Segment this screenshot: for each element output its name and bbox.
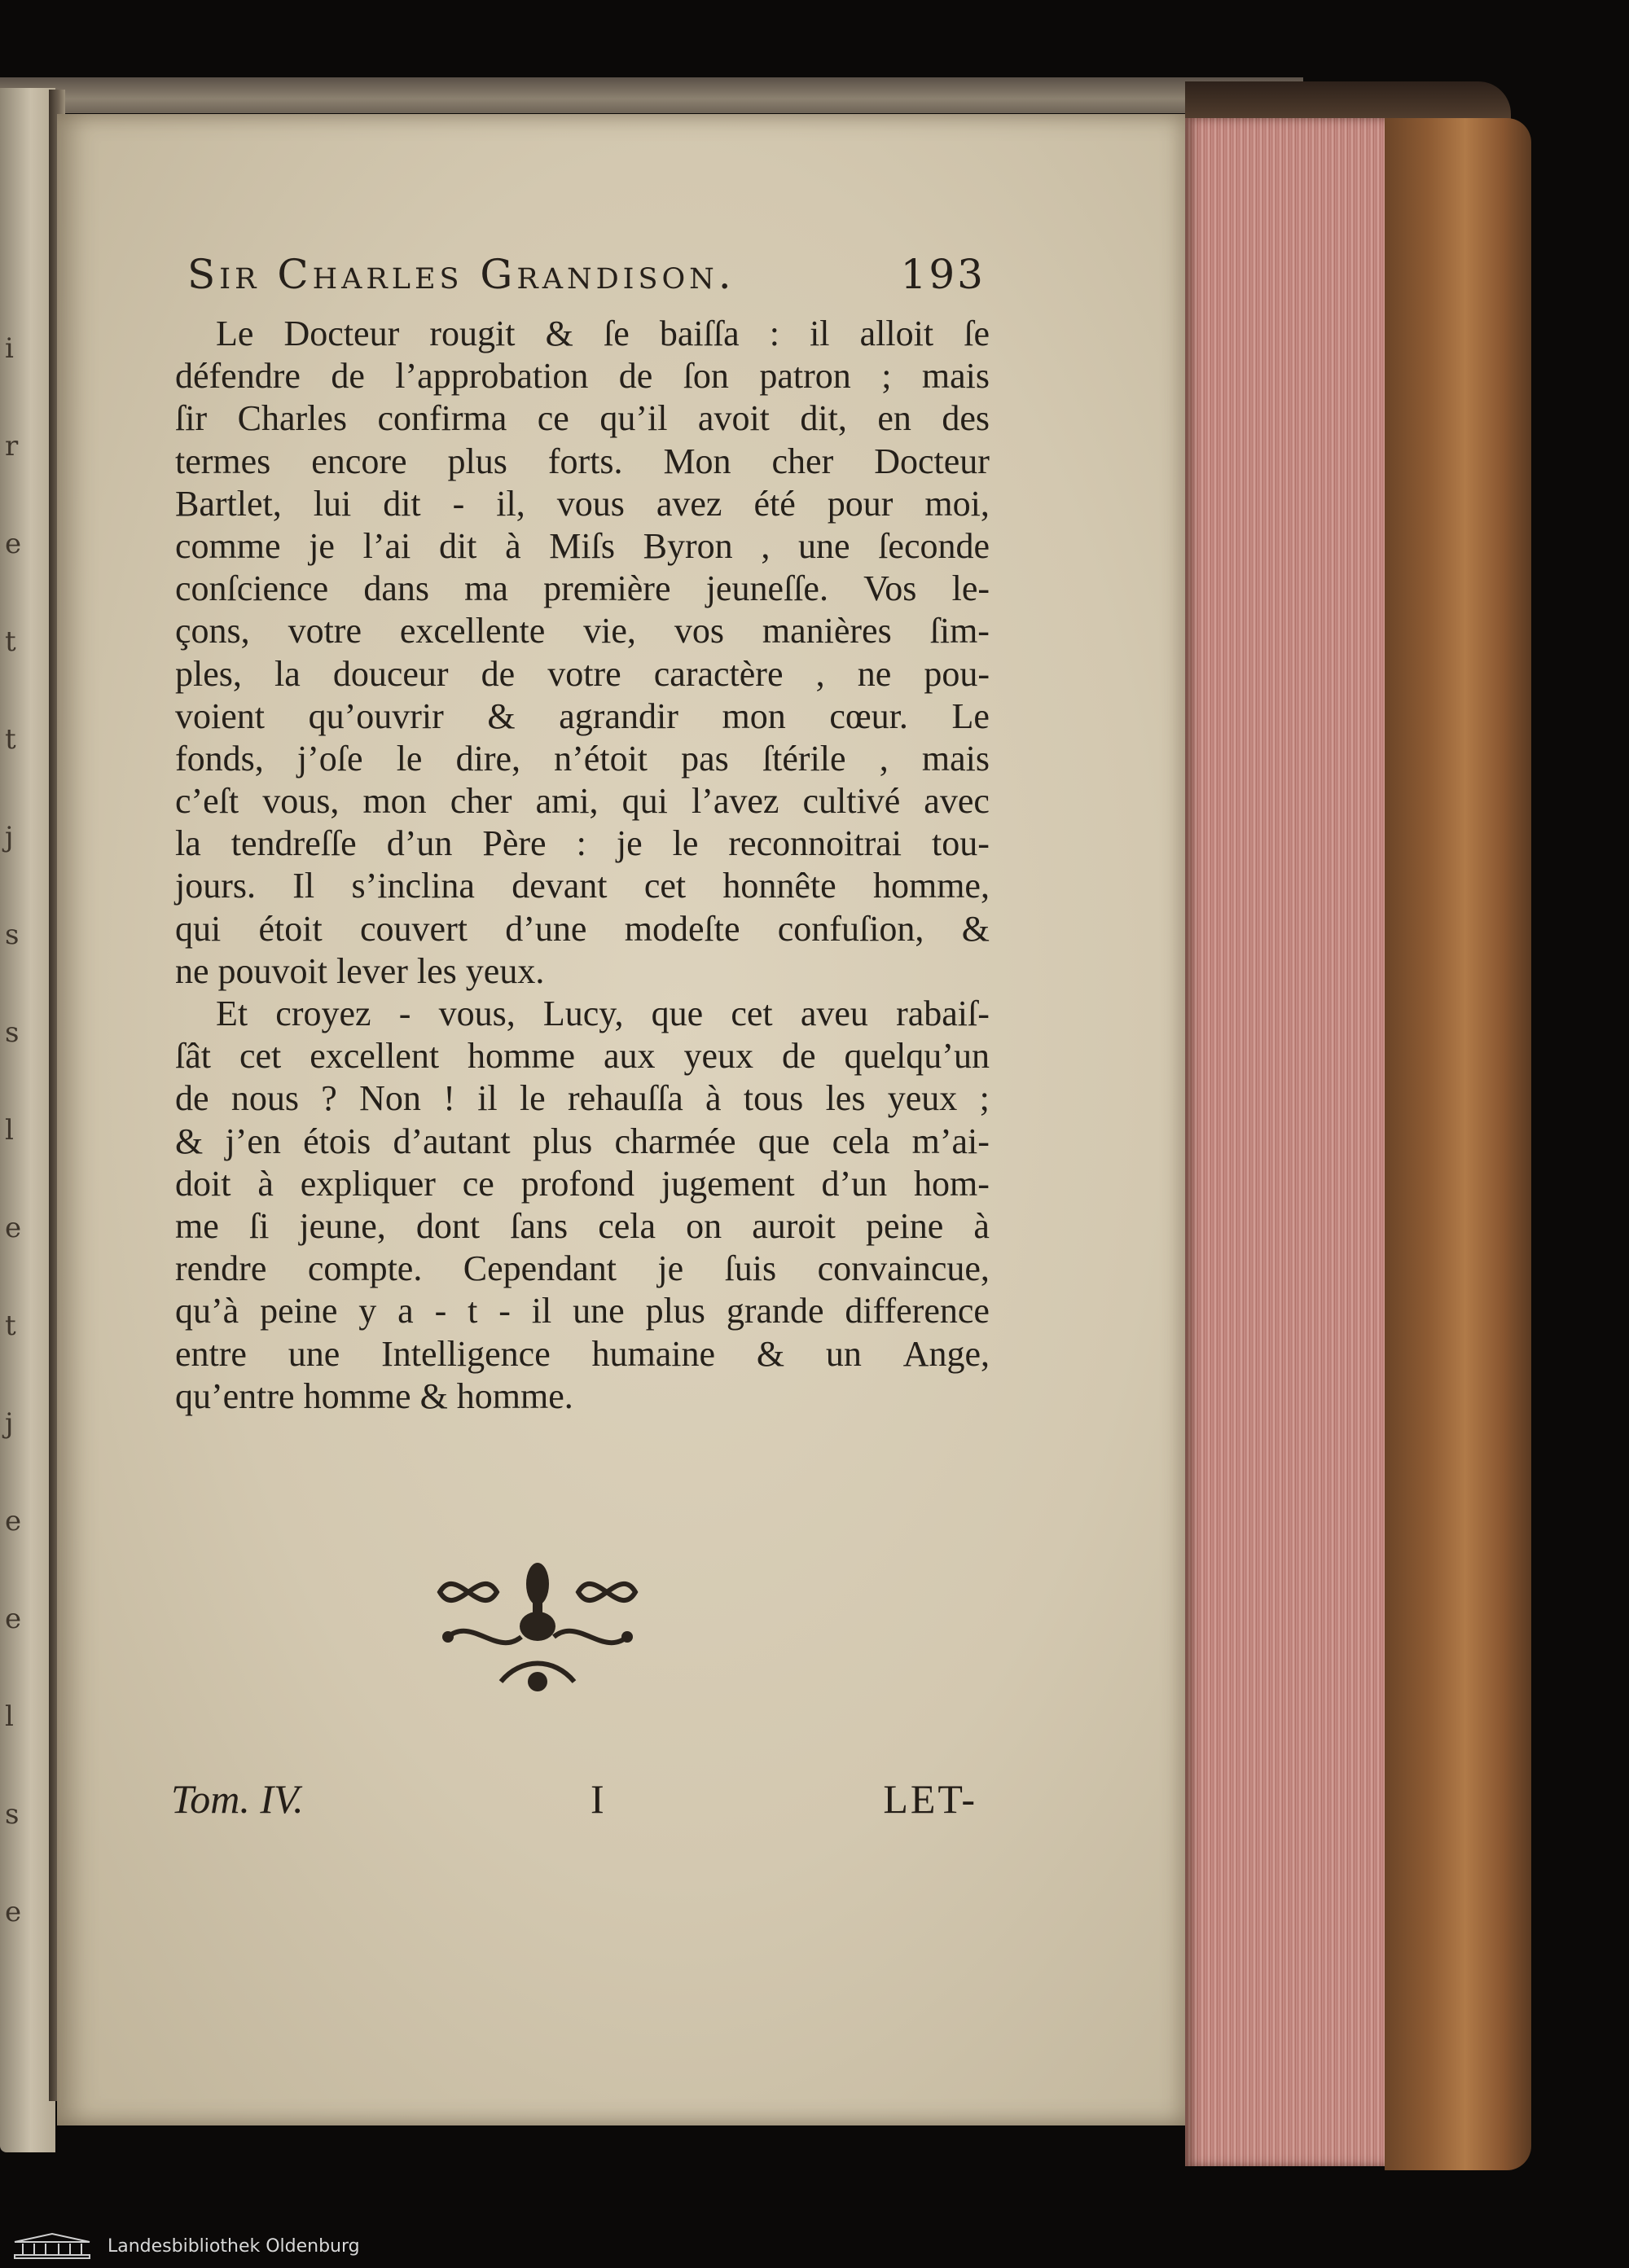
text-line: termes encore plus forts. Mon cher Docteur [175, 441, 990, 481]
margin-fragment: e [5, 1603, 22, 1635]
text-line: qui étoit couvert d’une modeſte confuſion, & [175, 908, 990, 949]
margin-fragment: j [5, 1407, 14, 1440]
text-line: ſir Charles confirma ce qu’il avoit dit, en des [175, 398, 990, 439]
catchword: LET- [883, 1776, 977, 1822]
margin-fragment: t [5, 625, 16, 658]
text-line: ſât cet excellent homme aux yeux de quelqu’un [175, 1036, 990, 1077]
text-line: conſcience dans ma première jeuneſſe. Vos le- [175, 568, 990, 609]
text-line: Bartlet, lui dit - il, vous avez été pour moi, [175, 483, 990, 524]
text-line: entre une Intelligence humaine & un Ange, [175, 1333, 990, 1374]
margin-fragment: s [5, 1016, 20, 1049]
margin-fragment: t [5, 723, 16, 756]
library-name: Landesbibliothek Oldenburg [108, 2236, 360, 2257]
library-building-icon [11, 2232, 93, 2260]
text-line: fonds, j’oſe le dire, n’étoit pas ſtérile , mais [175, 738, 990, 779]
margin-fragment: l [5, 1700, 14, 1733]
text-line: Et croyez - vous, Lucy, que cet aveu rabaiſ- [216, 994, 990, 1033]
text-line: & j’en étois d’autant plus charmée que cela m’ai- [175, 1121, 990, 1161]
margin-fragment: t [5, 1309, 16, 1342]
margin-fragment: r [5, 430, 19, 463]
text-line: rendre compte. Cependant je ſuis convaincue, [175, 1248, 990, 1289]
margin-fragment: e [5, 1505, 22, 1538]
page-number: 193 [900, 251, 986, 298]
margin-fragment: e [5, 528, 22, 560]
volume-mark: Tom. IV. [171, 1776, 304, 1822]
running-head [187, 251, 986, 298]
text-line: de nous ? Non ! il le rehauſſa à tous les yeux ; [175, 1078, 990, 1119]
text-line: ples, la douceur de votre caractère , ne pou- [175, 653, 990, 694]
text-line: qu’à peine y a - t - il une plus grande difference [175, 1291, 990, 1331]
body-text [175, 313, 990, 1418]
text-line: c’eſt vous, mon cher ami, qui l’avez cultivé avec [175, 781, 990, 822]
text-line: défendre de l’approbation de ſon patron ; mais [175, 356, 990, 397]
library-credit-bar [0, 2227, 1629, 2268]
signature-mark: I [591, 1776, 604, 1822]
text-line: jours. Il s’inclina devant cet honnête homme, [175, 866, 990, 906]
margin-fragment: s [5, 919, 20, 951]
text-line: ne pouvoit lever les yeux. [175, 950, 545, 991]
page-footer [163, 1775, 977, 1832]
text-line: çons, votre excellente vie, vos manières ſim- [175, 611, 990, 651]
fore-edge-red [1185, 118, 1393, 2166]
margin-fragment: l [5, 1114, 14, 1147]
margin-fragment: j [5, 821, 14, 853]
running-head-title: Sir Charles Grandison. [187, 251, 735, 298]
text-line: me ſi jeune, dont ſans cela on auroit peine à [175, 1205, 990, 1246]
left-page-edge [0, 88, 55, 2152]
text-line: voient qu’ouvrir & agrandir mon cœur. Le [175, 695, 990, 736]
margin-fragment: e [5, 1896, 22, 1928]
text-line: comme je l’ai dit à Miſs Byron , une ſeconde [175, 525, 990, 566]
margin-fragment: s [5, 1798, 20, 1831]
text-line: Le Docteur rougit & ſe baiſſa : il alloit ſe [216, 314, 990, 353]
margin-fragment: e [5, 1212, 22, 1244]
leather-cover-board [1385, 118, 1531, 2170]
margin-fragment: i [5, 332, 14, 365]
fleuron-ornament-icon [424, 1560, 652, 1706]
text-line: qu’entre homme & homme. [175, 1375, 573, 1416]
text-line: doit à expliquer ce profond jugement d’un hom- [175, 1163, 990, 1204]
book-top-edge [0, 77, 1303, 113]
text-line: la tendreſſe d’un Père : je le reconnoitrai tou- [175, 823, 990, 864]
